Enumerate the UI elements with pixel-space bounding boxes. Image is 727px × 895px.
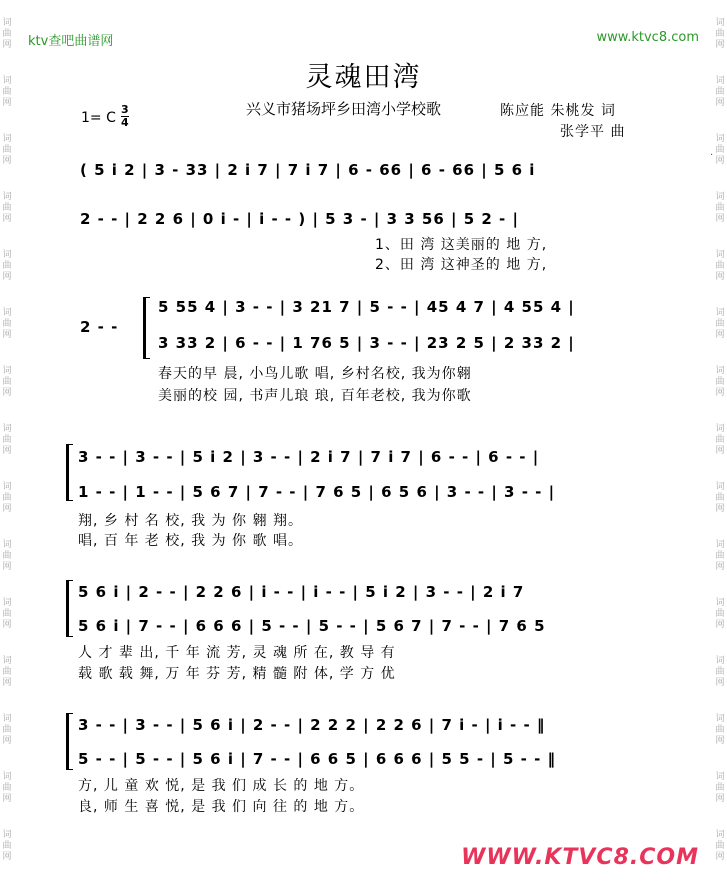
score-row-2-notes: 2 - - | 2 2 6 | 0 i - | i - - ) | 5 3 - | 3 3 56 | 5 2 - |	[80, 210, 519, 228]
side-watermark-text: 词 曲 网	[2, 598, 12, 630]
side-watermark-text: 词 曲 网	[715, 366, 725, 398]
score-row-5-upper: 5 6 i | 2 - - | 2 2 6 | i - - | i - - | 5 i 2 | 3 - - | 2 i 7	[78, 583, 525, 601]
stray-mark: ·	[710, 150, 714, 161]
score-row-3-lower: 3 33 2 | 6 - - | 1 76 5 | 3 - - | 23 2 5 | 2 33 2 |	[158, 334, 575, 352]
score-row-1: ( 5 i 2 | 3 - 33 | 2 i 7 | 7 i 7 | 6 - 66 | 6 - 66 | 5 6 i	[80, 161, 536, 179]
side-watermark-text: 词 曲 网	[715, 830, 725, 862]
side-watermark-text: 词 曲 网	[715, 250, 725, 282]
side-watermark-text: 词 曲 网	[2, 540, 12, 572]
score-row-4-lower: 1 - - | 1 - - | 5 6 7 | 7 - - | 7 6 5 | 6 5 6 | 3 - - | 3 - - |	[78, 483, 556, 501]
song-title: 灵魂田湾	[305, 62, 422, 93]
side-watermark-right	[713, 0, 727, 895]
composer-credit: 张学平 曲	[560, 124, 626, 140]
score-row-4-upper: 3 - - | 3 - - | 5 i 2 | 3 - - | 2 i 7 | 7 i 7 | 6 - - | 6 - - |	[78, 448, 540, 466]
score-row-4-lyrics-2: 唱, 百 年 老 校, 我 为 你 歌 唱。	[78, 533, 303, 549]
side-watermark-text: 词 曲 网	[2, 482, 12, 514]
site-url-right[interactable]: www.ktvc8.com	[596, 30, 699, 45]
side-watermark-text: 词 曲 网	[2, 830, 12, 862]
side-watermark-text: 词 曲 网	[715, 424, 725, 456]
side-watermark-text: 词 曲 网	[2, 134, 12, 166]
score-row-2-lyrics-1: 1、田 湾 这美丽的 地 方,	[375, 237, 548, 253]
side-watermark-text: 词 曲 网	[715, 308, 725, 340]
key-signature: 1= C	[81, 110, 116, 126]
side-watermark-text: 词 曲 网	[2, 250, 12, 282]
score-row-2-lyrics-2: 2、田 湾 这神圣的 地 方,	[375, 257, 548, 273]
score-row-5-lower: 5 6 i | 7 - - | 6 6 6 | 5 - - | 5 - - | 5 6 7 | 7 - - | 7 6 5	[78, 617, 546, 635]
side-watermark-text: 词 曲 网	[715, 192, 725, 224]
score-row-6-upper: 3 - - | 3 - - | 5 6 i | 2 - - | 2 2 2 | 2 2 6 | 7 i - | i - - ‖	[78, 716, 546, 734]
score-row-4-lyrics-1: 翔, 乡 村 名 校, 我 为 你 翱 翔。	[78, 513, 303, 529]
side-watermark-text: 词 曲 网	[715, 482, 725, 514]
side-watermark-text: 词 曲 网	[2, 308, 12, 340]
system-bracket	[66, 444, 73, 501]
side-watermark-text: 词 曲 网	[2, 424, 12, 456]
side-watermark-text: 词 曲 网	[715, 656, 725, 688]
side-watermark-text: 词 曲 网	[2, 18, 12, 50]
side-watermark-left	[0, 0, 14, 895]
side-watermark-text: 词 曲 网	[715, 540, 725, 572]
time-signature-top: 3	[121, 103, 129, 116]
side-watermark-text: 词 曲 网	[2, 772, 12, 804]
score-row-5-lyrics-1: 人 才 辈 出, 千 年 流 芳, 灵 魂 所 在, 教 导 有	[78, 645, 396, 661]
score-row-6-lyrics-2: 良, 师 生 喜 悦, 是 我 们 向 往 的 地 方。	[78, 799, 365, 815]
side-watermark-text: 词 曲 网	[2, 366, 12, 398]
side-watermark-text: 词 曲 网	[2, 714, 12, 746]
side-watermark-text: 词 曲 网	[715, 76, 725, 108]
song-subtitle: 兴义市猪场坪乡田湾小学校歌	[246, 100, 442, 118]
score-row-3-pre: 2 - -	[80, 318, 119, 336]
score-row-3-upper: 5 55 4 | 3 - - | 3 21 7 | 5 - - | 45 4 7 | 4 55 4 |	[158, 298, 575, 316]
time-signature	[121, 104, 129, 129]
side-watermark-text: 词 曲 网	[715, 598, 725, 630]
system-bracket	[66, 580, 73, 637]
site-name-left[interactable]: ktv查吧曲谱网	[28, 34, 114, 49]
side-watermark-text: 词 曲 网	[715, 714, 725, 746]
side-watermark-text: 词 曲 网	[2, 192, 12, 224]
score-row-6-lower: 5 - - | 5 - - | 5 6 i | 7 - - | 6 6 5 | 6 6 6 | 5 5 - | 5 - - ‖	[78, 750, 557, 768]
footer-logo[interactable]: WWW.KTVC8.COM	[461, 845, 699, 870]
system-bracket	[143, 297, 150, 359]
score-row-6-lyrics-1: 方, 儿 童 欢 悦, 是 我 们 成 长 的 地 方。	[78, 778, 365, 794]
score-row-3-lyrics-2: 美丽的校 园, 书声儿琅 琅, 百年老校, 我为你歌	[158, 388, 472, 404]
time-signature-bottom: 4	[121, 116, 129, 129]
score-row-3-lyrics-1: 春天的早 晨, 小鸟儿歌 唱, 乡村名校, 我为你翱	[158, 366, 472, 382]
score-row-5-lyrics-2: 载 歌 载 舞, 万 年 芬 芳, 精 髓 附 体, 学 方 优	[78, 666, 396, 682]
side-watermark-text: 词 曲 网	[2, 656, 12, 688]
system-bracket	[66, 713, 73, 770]
side-watermark-text: 词 曲 网	[2, 76, 12, 108]
side-watermark-text: 词 曲 网	[715, 772, 725, 804]
side-watermark-text: 词 曲 网	[715, 18, 725, 50]
lyricist-credit: 陈应能 朱桃发 词	[500, 103, 616, 119]
side-watermark-text: 词 曲 网	[715, 134, 725, 166]
